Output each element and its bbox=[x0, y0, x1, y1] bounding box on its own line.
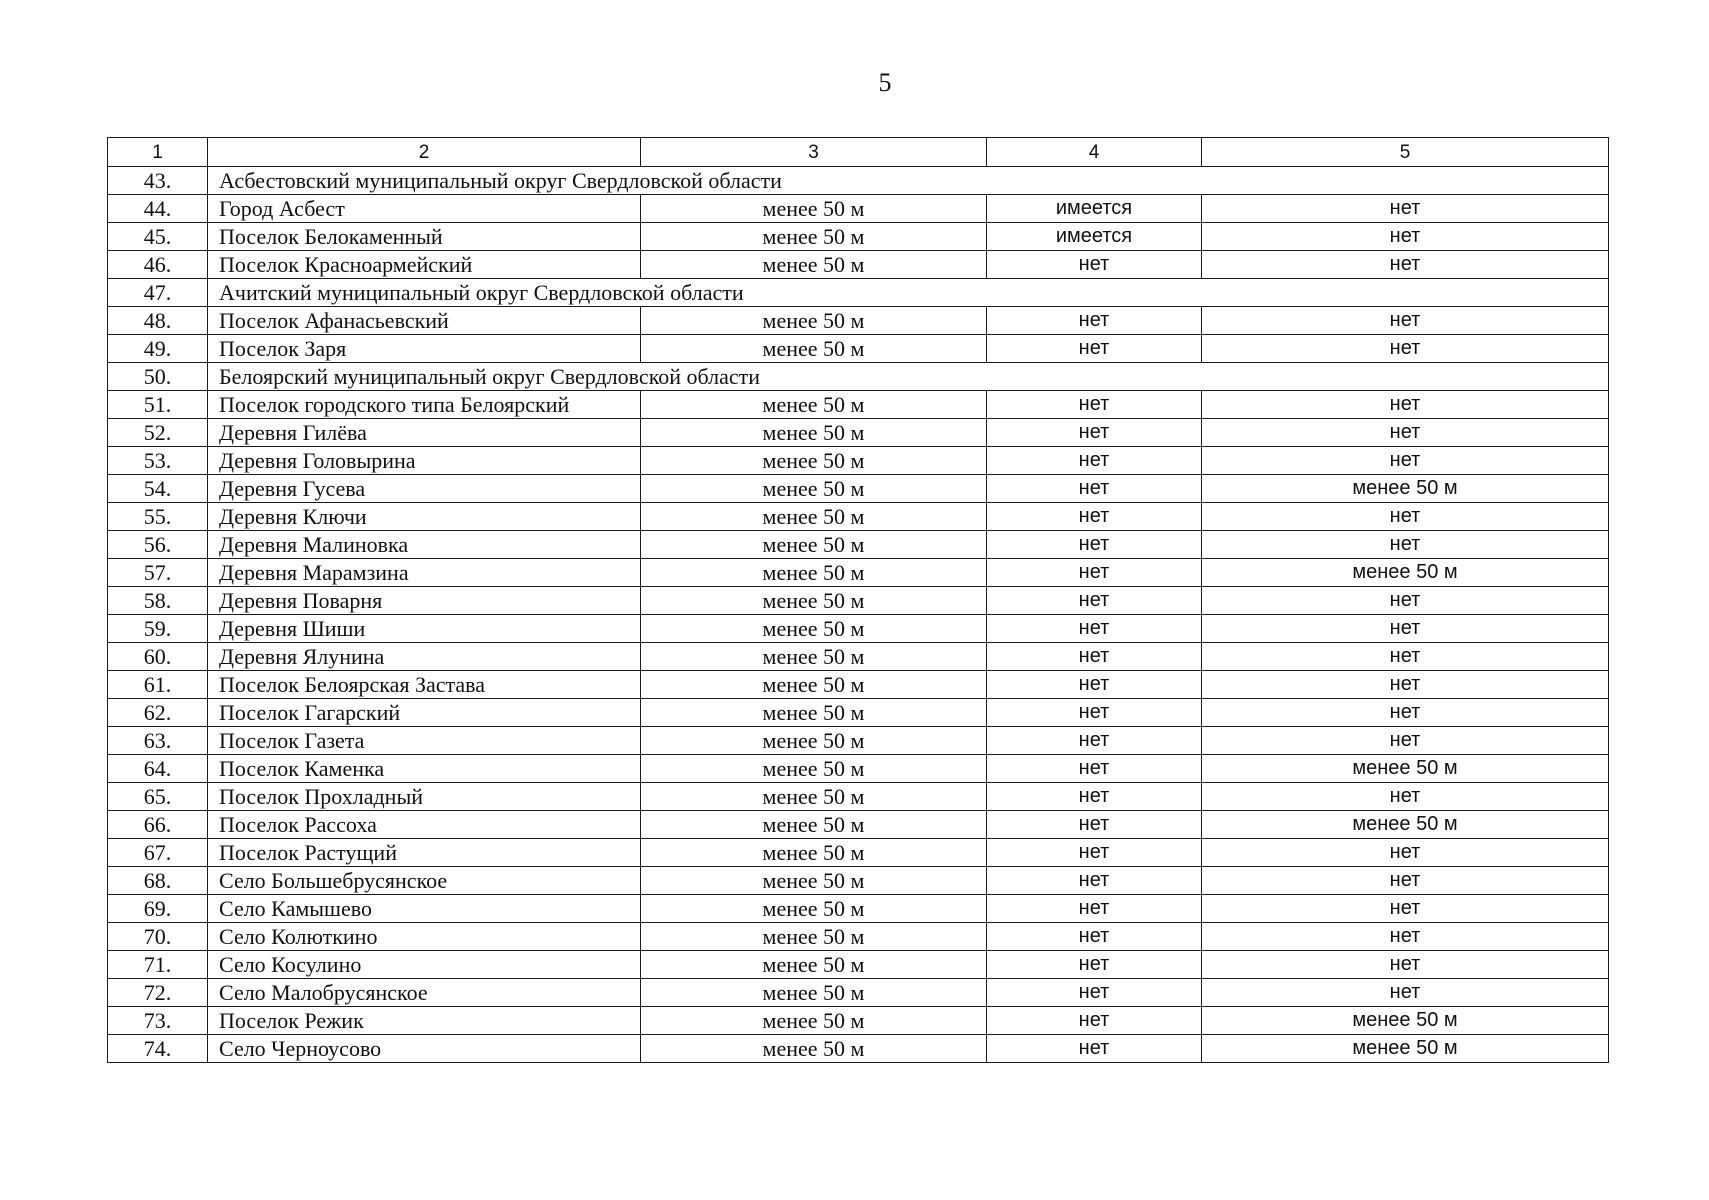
availability-value: нет bbox=[987, 811, 1202, 839]
distance-value: менее 50 м bbox=[641, 783, 987, 811]
row-number: 62. bbox=[108, 699, 208, 727]
column-5-value: нет bbox=[1202, 699, 1609, 727]
settlement-name: Поселок Режик bbox=[208, 1007, 641, 1035]
column-5-value: менее 50 м bbox=[1202, 811, 1609, 839]
settlement-name: Деревня Малиновка bbox=[208, 531, 641, 559]
column-5-value: нет bbox=[1202, 951, 1609, 979]
settlement-name: Село Косулино bbox=[208, 951, 641, 979]
row-number: 50. bbox=[108, 363, 208, 391]
availability-value: нет bbox=[987, 671, 1202, 699]
row-number: 47. bbox=[108, 279, 208, 307]
column-5-value: нет bbox=[1202, 839, 1609, 867]
row-number: 49. bbox=[108, 335, 208, 363]
settlement-name: Деревня Гилёва bbox=[208, 419, 641, 447]
distance-value: менее 50 м bbox=[641, 531, 987, 559]
settlement-name: Поселок Растущий bbox=[208, 839, 641, 867]
table-row bbox=[108, 615, 1609, 643]
table-row bbox=[108, 391, 1609, 419]
availability-value: нет bbox=[987, 335, 1202, 363]
settlements-table bbox=[107, 137, 1609, 1063]
availability-value: нет bbox=[987, 1035, 1202, 1063]
row-number: 44. bbox=[108, 195, 208, 223]
settlement-name: Деревня Головырина bbox=[208, 447, 641, 475]
settlement-name: Поселок Заря bbox=[208, 335, 641, 363]
availability-value: нет bbox=[987, 251, 1202, 279]
district-row bbox=[108, 363, 1609, 391]
settlement-name: Поселок Рассоха bbox=[208, 811, 641, 839]
row-number: 67. bbox=[108, 839, 208, 867]
row-number: 53. bbox=[108, 447, 208, 475]
distance-value: менее 50 м bbox=[641, 951, 987, 979]
settlement-name: Деревня Поварня bbox=[208, 587, 641, 615]
distance-value: менее 50 м bbox=[641, 615, 987, 643]
table-row bbox=[108, 643, 1609, 671]
column-5-value: нет bbox=[1202, 195, 1609, 223]
table-row bbox=[108, 755, 1609, 783]
availability-value: нет bbox=[987, 391, 1202, 419]
row-number: 69. bbox=[108, 895, 208, 923]
distance-value: менее 50 м bbox=[641, 755, 987, 783]
header-col-5: 5 bbox=[1202, 138, 1609, 167]
settlement-name: Поселок Красноармейский bbox=[208, 251, 641, 279]
table-body bbox=[108, 138, 1609, 1063]
row-number: 54. bbox=[108, 475, 208, 503]
table-row bbox=[108, 867, 1609, 895]
availability-value: нет bbox=[987, 307, 1202, 335]
settlement-name: Поселок Гагарский bbox=[208, 699, 641, 727]
table-row bbox=[108, 531, 1609, 559]
settlement-name: Село Большебрусянское bbox=[208, 867, 641, 895]
distance-value: менее 50 м bbox=[641, 643, 987, 671]
availability-value: нет bbox=[987, 867, 1202, 895]
table-row bbox=[108, 587, 1609, 615]
column-5-value: нет bbox=[1202, 223, 1609, 251]
distance-value: менее 50 м bbox=[641, 839, 987, 867]
column-5-value: нет bbox=[1202, 307, 1609, 335]
table-row bbox=[108, 783, 1609, 811]
settlement-name: Деревня Марамзина bbox=[208, 559, 641, 587]
availability-value: нет bbox=[987, 755, 1202, 783]
table-row bbox=[108, 195, 1609, 223]
distance-value: менее 50 м bbox=[641, 979, 987, 1007]
table-row bbox=[108, 923, 1609, 951]
availability-value: нет bbox=[987, 503, 1202, 531]
district-row bbox=[108, 279, 1609, 307]
row-number: 52. bbox=[108, 419, 208, 447]
availability-value: нет bbox=[987, 1007, 1202, 1035]
row-number: 43. bbox=[108, 167, 208, 195]
row-number: 61. bbox=[108, 671, 208, 699]
availability-value: нет bbox=[987, 699, 1202, 727]
table-row bbox=[108, 559, 1609, 587]
page-number: 5 bbox=[878, 68, 892, 97]
row-number: 55. bbox=[108, 503, 208, 531]
distance-value: менее 50 м bbox=[641, 195, 987, 223]
row-number: 58. bbox=[108, 587, 208, 615]
distance-value: менее 50 м bbox=[641, 867, 987, 895]
column-5-value: менее 50 м bbox=[1202, 755, 1609, 783]
availability-value: нет bbox=[987, 923, 1202, 951]
column-5-value: нет bbox=[1202, 783, 1609, 811]
availability-value: имеется bbox=[987, 195, 1202, 223]
settlement-name: Город Асбест bbox=[208, 195, 641, 223]
distance-value: менее 50 м bbox=[641, 727, 987, 755]
column-5-value: нет bbox=[1202, 391, 1609, 419]
table-row bbox=[108, 475, 1609, 503]
availability-value: нет bbox=[987, 951, 1202, 979]
column-5-value: нет bbox=[1202, 447, 1609, 475]
settlement-name: Поселок городского типа Белоярский bbox=[208, 391, 641, 419]
table-row bbox=[108, 979, 1609, 1007]
distance-value: менее 50 м bbox=[641, 587, 987, 615]
column-5-value: нет bbox=[1202, 587, 1609, 615]
row-number: 48. bbox=[108, 307, 208, 335]
availability-value: нет bbox=[987, 783, 1202, 811]
distance-value: менее 50 м bbox=[641, 895, 987, 923]
distance-value: менее 50 м bbox=[641, 699, 987, 727]
table-row bbox=[108, 811, 1609, 839]
district-name: Ачитский муниципальный округ Свердловской области bbox=[208, 279, 1609, 307]
table-row bbox=[108, 895, 1609, 923]
availability-value: нет bbox=[987, 727, 1202, 755]
settlement-name: Поселок Афанасьевский bbox=[208, 307, 641, 335]
column-5-value: нет bbox=[1202, 671, 1609, 699]
distance-value: менее 50 м bbox=[641, 1007, 987, 1035]
availability-value: нет bbox=[987, 447, 1202, 475]
column-5-value: нет bbox=[1202, 979, 1609, 1007]
settlement-name: Село Черноусово bbox=[208, 1035, 641, 1063]
availability-value: нет bbox=[987, 559, 1202, 587]
availability-value: нет bbox=[987, 475, 1202, 503]
table-row bbox=[108, 307, 1609, 335]
table-row bbox=[108, 503, 1609, 531]
table-header-row bbox=[108, 138, 1609, 167]
distance-value: менее 50 м bbox=[641, 447, 987, 475]
row-number: 56. bbox=[108, 531, 208, 559]
row-number: 63. bbox=[108, 727, 208, 755]
distance-value: менее 50 м bbox=[641, 223, 987, 251]
district-row bbox=[108, 167, 1609, 195]
row-number: 51. bbox=[108, 391, 208, 419]
table-row bbox=[108, 727, 1609, 755]
column-5-value: нет bbox=[1202, 503, 1609, 531]
availability-value: нет bbox=[987, 587, 1202, 615]
row-number: 73. bbox=[108, 1007, 208, 1035]
column-5-value: нет bbox=[1202, 419, 1609, 447]
table-row bbox=[108, 335, 1609, 363]
table-row bbox=[108, 251, 1609, 279]
distance-value: менее 50 м bbox=[641, 559, 987, 587]
availability-value: нет bbox=[987, 643, 1202, 671]
distance-value: менее 50 м bbox=[641, 1035, 987, 1063]
distance-value: менее 50 м bbox=[641, 475, 987, 503]
header-col-3: 3 bbox=[641, 138, 987, 167]
distance-value: менее 50 м bbox=[641, 307, 987, 335]
row-number: 66. bbox=[108, 811, 208, 839]
settlement-name: Поселок Газета bbox=[208, 727, 641, 755]
table-row bbox=[108, 1007, 1609, 1035]
availability-value: нет bbox=[987, 531, 1202, 559]
table-row bbox=[108, 671, 1609, 699]
distance-value: менее 50 м bbox=[641, 335, 987, 363]
table-row bbox=[108, 419, 1609, 447]
availability-value: нет bbox=[987, 895, 1202, 923]
header-col-1: 1 bbox=[108, 138, 208, 167]
row-number: 60. bbox=[108, 643, 208, 671]
column-5-value: нет bbox=[1202, 335, 1609, 363]
district-name: Асбестовский муниципальный округ Свердловской области bbox=[208, 167, 1609, 195]
distance-value: менее 50 м bbox=[641, 811, 987, 839]
availability-value: имеется bbox=[987, 223, 1202, 251]
settlement-name: Поселок Белокаменный bbox=[208, 223, 641, 251]
column-5-value: нет bbox=[1202, 615, 1609, 643]
row-number: 59. bbox=[108, 615, 208, 643]
district-name: Белоярский муниципальный округ Свердловской области bbox=[208, 363, 1609, 391]
table-row bbox=[108, 223, 1609, 251]
row-number: 45. bbox=[108, 223, 208, 251]
column-5-value: нет bbox=[1202, 531, 1609, 559]
distance-value: менее 50 м bbox=[641, 419, 987, 447]
column-5-value: нет bbox=[1202, 867, 1609, 895]
row-number: 71. bbox=[108, 951, 208, 979]
column-5-value: нет bbox=[1202, 727, 1609, 755]
availability-value: нет bbox=[987, 615, 1202, 643]
column-5-value: нет bbox=[1202, 923, 1609, 951]
table-row bbox=[108, 447, 1609, 475]
row-number: 57. bbox=[108, 559, 208, 587]
settlement-name: Деревня Ялунина bbox=[208, 643, 641, 671]
distance-value: менее 50 м bbox=[641, 923, 987, 951]
distance-value: менее 50 м bbox=[641, 671, 987, 699]
settlement-name: Село Колюткино bbox=[208, 923, 641, 951]
settlement-name: Поселок Каменка bbox=[208, 755, 641, 783]
column-5-value: нет bbox=[1202, 251, 1609, 279]
row-number: 68. bbox=[108, 867, 208, 895]
settlement-name: Деревня Ключи bbox=[208, 503, 641, 531]
row-number: 46. bbox=[108, 251, 208, 279]
distance-value: менее 50 м bbox=[641, 251, 987, 279]
column-5-value: нет bbox=[1202, 643, 1609, 671]
distance-value: менее 50 м bbox=[641, 391, 987, 419]
row-number: 70. bbox=[108, 923, 208, 951]
column-5-value: нет bbox=[1202, 895, 1609, 923]
column-5-value: менее 50 м bbox=[1202, 559, 1609, 587]
column-5-value: менее 50 м bbox=[1202, 1007, 1609, 1035]
row-number: 74. bbox=[108, 1035, 208, 1063]
table-row bbox=[108, 951, 1609, 979]
table-row bbox=[108, 699, 1609, 727]
settlement-name: Деревня Шиши bbox=[208, 615, 641, 643]
availability-value: нет bbox=[987, 839, 1202, 867]
row-number: 65. bbox=[108, 783, 208, 811]
settlement-name: Село Малобрусянское bbox=[208, 979, 641, 1007]
availability-value: нет bbox=[987, 979, 1202, 1007]
settlement-name: Деревня Гусева bbox=[208, 475, 641, 503]
settlement-name: Поселок Белоярская Застава bbox=[208, 671, 641, 699]
settlement-name: Село Камышево bbox=[208, 895, 641, 923]
table-row bbox=[108, 1035, 1609, 1063]
distance-value: менее 50 м bbox=[641, 503, 987, 531]
availability-value: нет bbox=[987, 419, 1202, 447]
settlement-name: Поселок Прохладный bbox=[208, 783, 641, 811]
header-col-4: 4 bbox=[987, 138, 1202, 167]
column-5-value: менее 50 м bbox=[1202, 1035, 1609, 1063]
row-number: 72. bbox=[108, 979, 208, 1007]
table-row bbox=[108, 839, 1609, 867]
column-5-value: менее 50 м bbox=[1202, 475, 1609, 503]
row-number: 64. bbox=[108, 755, 208, 783]
header-col-2: 2 bbox=[208, 138, 641, 167]
